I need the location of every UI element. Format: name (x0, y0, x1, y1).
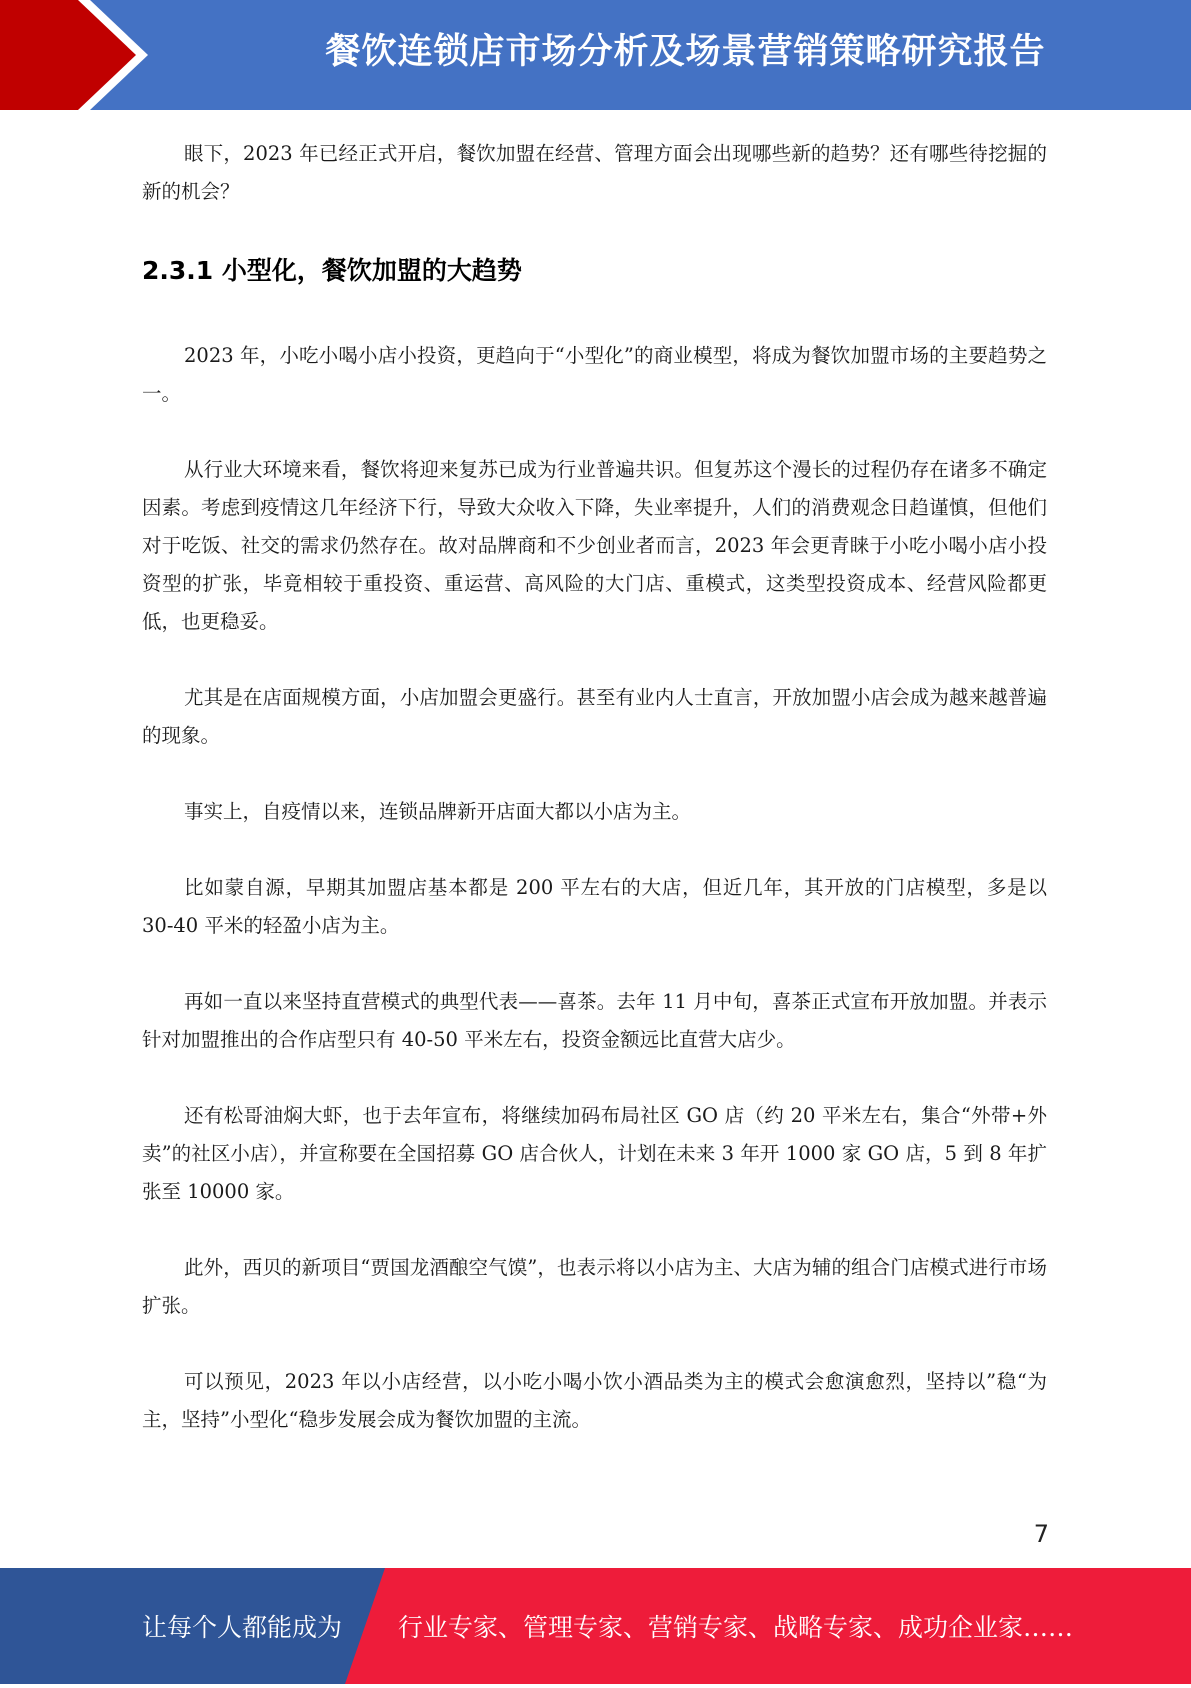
body-paragraph: 比如蒙自源，早期其加盟店基本都是 200 平左右的大店，但近几年，其开放的门店模型，多是以 30-40 平米的轻盈小店为主。 (142, 876, 1047, 937)
report-title: 餐饮连锁店市场分析及场景营销策略研究报告 (325, 32, 1046, 72)
body-paragraph: 此外，西贝的新项目“贾国龙酒酿空气馍”，也表示将以小店为主、大店为辅的组合门店模式进行市场扩张。 (142, 1256, 1047, 1317)
page-number: 7 (1033, 1520, 1049, 1548)
body-paragraph: 再如一直以来坚持直营模式的典型代表——喜茶。去年 11 月中旬，喜茶正式宣布开放加盟。并表示针对加盟推出的合作店型只有 40-50 平米左右，投资金额远比直营大店少。 (142, 990, 1047, 1051)
body-paragraph: 还有松哥油焖大虾，也于去年宣布，将继续加码布局社区 GO 店（约 20 平米左右，集合“外带+外卖”的社区小店），并宣称要在全国招募 GO 店合伙人，计划在未来 3 年开 1000 家 GO 店，5 到 8 年扩张至 10000 家。 (142, 1104, 1047, 1203)
body-paragraph: 事实上，自疫情以来，连锁品牌新开店面大都以小店为主。 (184, 800, 692, 823)
body-paragraph: 2023 年，小吃小喝小店小投资，更趋向于“小型化”的商业模型，将成为餐饮加盟市场的主要趋势之一。 (142, 344, 1047, 405)
page-footer (0, 1568, 1191, 1684)
intro-paragraph: 眼下，2023 年已经正式开启，餐饮加盟在经营、管理方面会出现哪些新的趋势？还有哪些待挖掘的新的机会？ (142, 142, 1047, 203)
footer-slogan-left: 让每个人都能成为 (142, 1613, 343, 1642)
page-header (0, 0, 1191, 110)
body-paragraph: 尤其是在店面规模方面，小店加盟会更盛行。甚至有业内人士直言，开放加盟小店会成为越来越普遍的现象。 (142, 686, 1047, 747)
document-body (142, 135, 1047, 1477)
section-heading: 2.3.1 小型化，餐饮加盟的大趋势 (142, 256, 522, 285)
body-paragraph: 从行业大环境来看，餐饮将迎来复苏已成为行业普遍共识。但复苏这个漫长的过程仍存在诸多不确定因素。考虑到疫情这几年经济下行，导致大众收入下降，失业率提升，人们的消费观念日趋谨慎，但他们对于吃饭、社交的需求仍然存在。故对品牌商和不少创业者而言，2023 年会更青睐于小吃小喝小店小投资型的扩张，毕竟相较于重投资、重运营、高风险的大门店、重模式，这类型投资成本、经营风险都更低，也更稳妥。 (142, 458, 1047, 633)
body-paragraph: 可以预见，2023 年以小店经营，以小吃小喝小饮小酒品类为主的模式会愈演愈烈，坚持以”稳“为主，坚持”小型化“稳步发展会成为餐饮加盟的主流。 (142, 1370, 1047, 1431)
footer-slogan-right: 行业专家、管理专家、营销专家、战略专家、成功企业家…… (398, 1613, 1074, 1642)
header-arrow-icon (0, 0, 155, 110)
